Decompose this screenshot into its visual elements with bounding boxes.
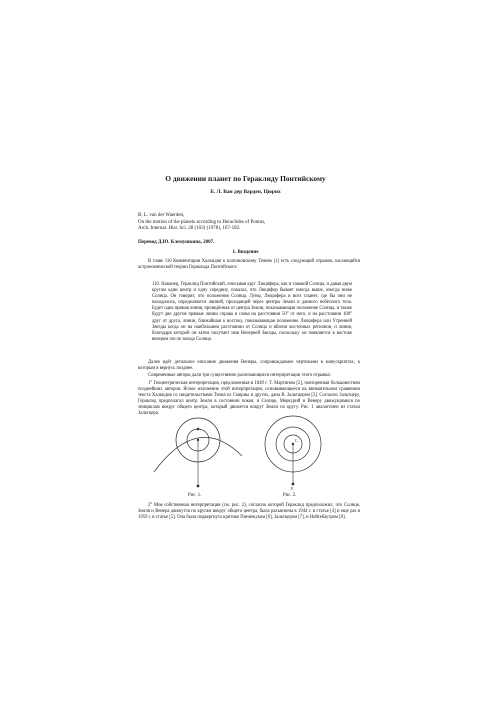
original-reference xyxy=(138,213,265,233)
section-heading: 1. Введение xyxy=(232,250,259,255)
original-journal: Arch. Internat. Hist. Sci. 28 (103) (1978), 167-182. xyxy=(138,226,241,232)
translation-note: Перевод Д.Ю. Клемушкина, 2007. xyxy=(138,240,215,245)
after-quote-paragraph: Далее идёт детальное описание движения Венеры, сопровождаемое чертежами в манускриптах, к которым я вернусь позднее. xyxy=(138,360,360,372)
original-title: On the motion of the planets according to Heraclides of Pontus, xyxy=(138,219,266,225)
first-interpretation-paragraph: 1° Геоцентрическая интерпретация, предложенная в 1849 г. Т. Мартином [2], повторенная большинством позднейших авторов. Ясное изложение этой интерпретации, основывающееся на внимательном сравнении текста Халкидия со свидетельствами Теона из Смирны и других, дана В. Зальтцером [3]. Согласно Зальтцеру, Гераклид предполагал центр Земли в состоянии покоя, и Солнце, Меркурий и Венеру движущимися по эпициклам вокруг общего центра, который движется вокруг Земли по кругу. Рис. 1 аналогичен из статьи Зальтцера. xyxy=(138,381,360,417)
figure-2-caption: Рис. 2. xyxy=(283,493,297,498)
original-author: B. L. van der Waerden, xyxy=(138,213,185,218)
article-author: Б. Л. Ван дер Варден, Цюрих xyxy=(210,189,281,195)
second-interpretation-paragraph: 2° Моя собственная интерпретация (см. рис. 2), согласно которой Гераклид предположил, что Солнце, Земля и Венера движутся по кругам вокруг общего центра, была разъяснена в 1944 г. в статье [4] и еще раз в 1959 г. в статье [5]. Она была подвергнута критике Пиннекуком [6], Зальтцером [7], и Нойгебауэром [8]. xyxy=(138,503,360,521)
figure-1 xyxy=(150,410,245,490)
article-title: О движении планет по Гераклиду Понтийскому xyxy=(165,174,326,183)
fig1-earth-point xyxy=(197,485,200,488)
fig2-label-e: E xyxy=(291,486,294,490)
fig2-label-c: C xyxy=(295,438,298,443)
intro-paragraph: В главе 110 Комментария Халкидия к платоновскому Тимею [1] есть следующий отрывок, касающийся астрономической теории Гераклида Понтийского: xyxy=(138,259,360,271)
chalcidius-quote: 110. Наконец, Гераклид Понтийский, описывая круг Люцифера, как и таковой Солнца, и давая двум кругам один центр и одну середину, показал, что Люцифер бывает иногда выше, иногда ниже Солнца. Он говорит, что положения Солнца, Луны, Люцифера и всех планет, где бы они не находились, определяются линией, проходящей через центры Земли и данного небесного тела. Будет одна прямая линия, проведённая от центра Земли, показывающая положение Солнца, и также будут две другие прямые линии справа и слева на расстоянии 50° от него, и на расстоянии 100° друг от друга, линии, ближайшая к востоку, показывающая положение Люцифера или Утренней Звезды когда он на наибольшем расстоянии от Солнца и вблизи восточных регионов, и линия, благодаря которой он затем получает имя Вечерней Звезды, поскольку он появляется в востоке вечером после захода Солнца. xyxy=(152,282,352,342)
fig1-sun-point xyxy=(197,428,200,431)
modern-interpretations-paragraph: Современные авторы дали три существенно различающиеся интерпретации этого отрывка: xyxy=(148,373,331,378)
figure-2 xyxy=(258,410,328,490)
fig2-earth-point xyxy=(292,483,295,486)
figure-1-caption: Рис. 1. xyxy=(188,493,202,498)
